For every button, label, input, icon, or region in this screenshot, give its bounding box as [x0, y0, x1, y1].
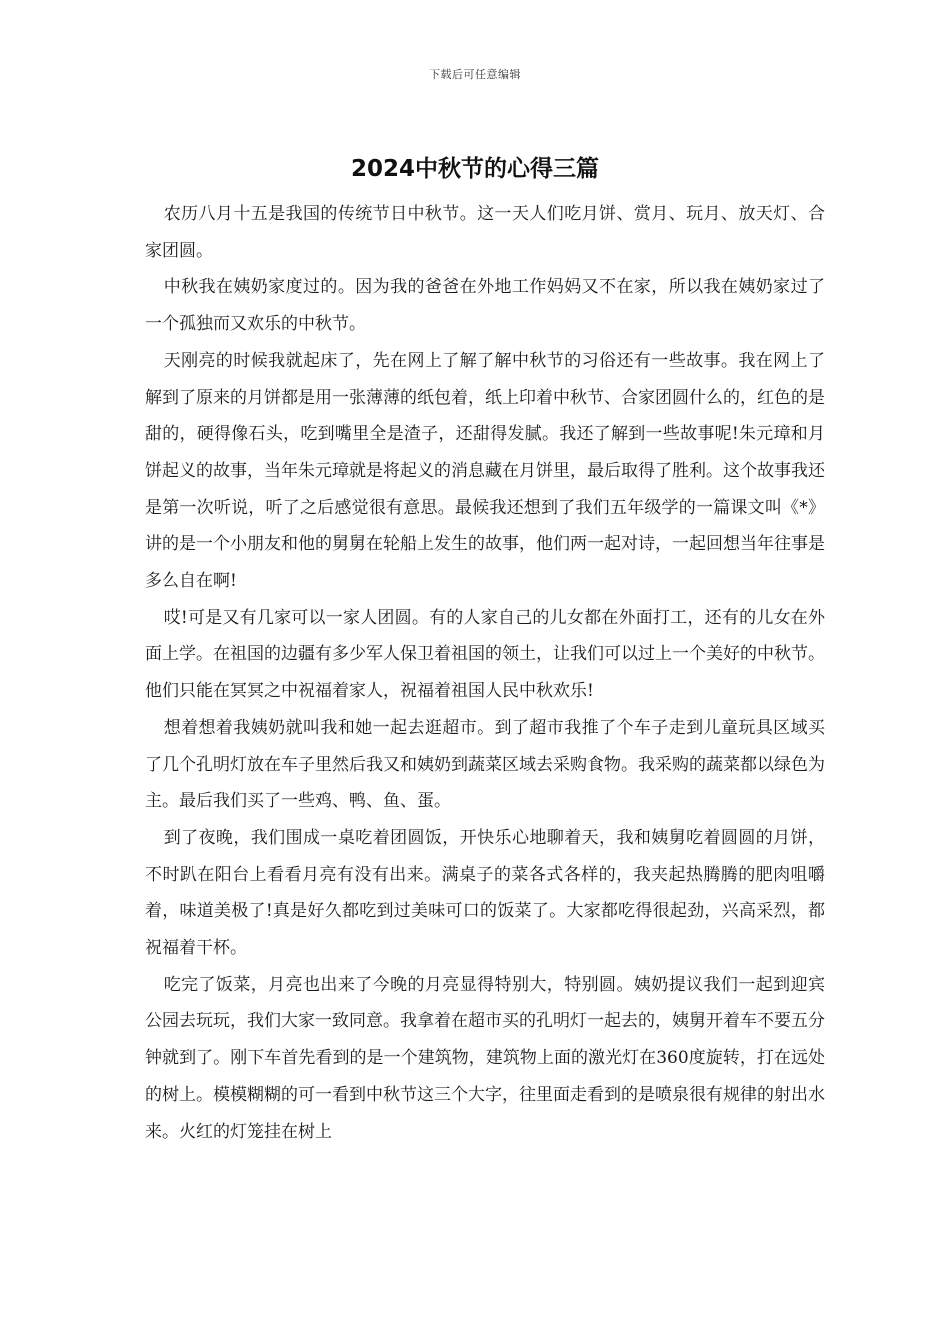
paragraph-1: 农历八月十五是我国的传统节日中秋节。这一天人们吃月饼、赏月、玩月、放天灯、合家团圆。 — [145, 204, 825, 261]
paragraph-3: 天刚亮的时候我就起床了，先在网上了解了解中秋节的习俗还有一些故事。我在网上了解到了原来的月饼都是用一张薄薄的纸包着，纸上印着中秋节、合家团圆什么的，红色的是甜的，硬得像石头，吃到嘴里全是渣子，还甜得发腻。我还了解到一些故事呢!朱元璋和月饼起义的故事，当年朱元璋就是将起义的消息藏在月饼里，最后取得了胜利。这个故事我还是第一次听说，听了之后感觉很有意思。最候我还想到了我们五年级学的一篇课文叫《*》讲的是一个小朋友和他的舅舅在轮船上发生的故事，他们两一起对诗，一起回想当年往事是多么自在啊! — [145, 350, 825, 592]
paragraph-2: 中秋我在姨奶家度过的。因为我的爸爸在外地工作妈妈又不在家，所以我在姨奶家过了一个孤独而又欢乐的中秋节。 — [145, 277, 825, 335]
header-note: 下载后可任意编辑 — [429, 68, 521, 81]
paragraph-6: 到了夜晚，我们围成一桌吃着团圆饭，开快乐心地聊着天，我和姨舅吃着圆圆的月饼，不时趴在阳台上看看月亮有没有出来。满桌子的菜各式各样的，我夹起热腾腾的肥肉咀嚼着，味道美极了!真是好久都吃到过美味可口的饭菜了。大家都吃得很起劲，兴高采烈，都祝福着干杯。 — [145, 827, 825, 959]
paragraph-4: 哎!可是又有几家可以一家人团圆。有的人家自己的儿女都在外面打工，还有的儿女在外面上学。在祖国的边疆有多少军人保卫着祖国的领土，让我们可以过上一个美好的中秋节。他们只能在冥冥之中祝福着家人，祝福着祖国人民中秋欢乐! — [145, 607, 825, 702]
document-body — [145, 196, 825, 1150]
paragraph-5: 想着想着我姨奶就叫我和她一起去逛超市。到了超市我推了个车子走到儿童玩具区域买了几个孔明灯放在车子里然后我又和姨奶到蔬菜区域去采购食物。我采购的蔬菜都以绿色为主。最后我们买了一些鸡、鸭、鱼、蛋。 — [145, 717, 825, 812]
paragraph-7: 吃完了饭菜，月亮也出来了今晚的月亮显得特别大，特别圆。姨奶提议我们一起到迎宾公园去玩玩，我们大家一致同意。我拿着在超市买的孔明灯一起去的，姨舅开着车不要五分钟就到了。刚下车首先看到的是一个建筑物，建筑物上面的激光灯在360度旋转，打在远处的树上。模模糊糊的可一看到中秋节这三个大字，往里面走看到的是喷泉很有规律的射出水来。火红的灯笼挂在树上 — [145, 974, 825, 1142]
document-title: 2024中秋节的心得三篇 — [350, 156, 599, 182]
